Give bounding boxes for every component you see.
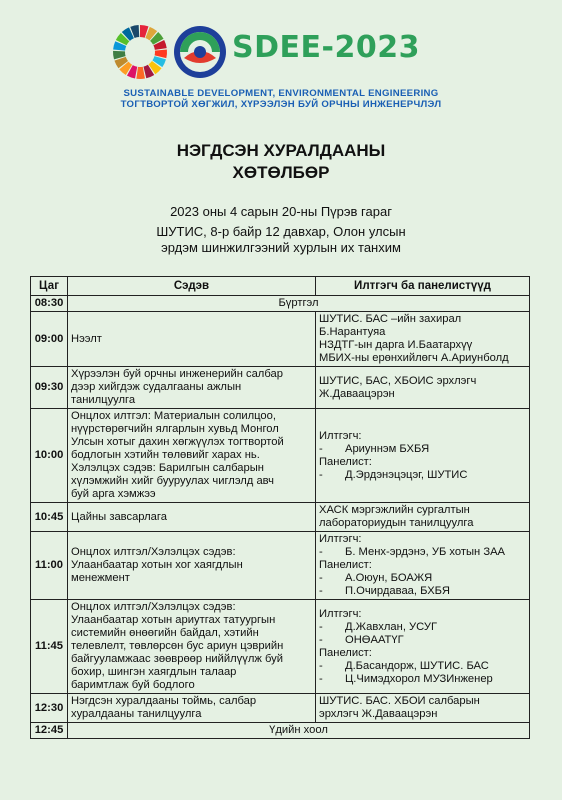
speaker-line: НЗДТГ-ын дарга И.Баатархүү (319, 339, 473, 351)
table-row (31, 694, 530, 723)
logo-row (0, 22, 562, 80)
topic-line: буй арга хэмжээ (71, 488, 156, 500)
event-date: 2023 оны 4 сарын 20-ны Пүрэв гараг (170, 204, 392, 219)
row-full-span: Бүртгэл (68, 296, 530, 312)
speaker-role-heading: Илтгэгч: (319, 533, 362, 545)
speaker-name: А.Оюун, БОАЖЯ (345, 572, 433, 584)
topic-line: Улаанбаатар хотын хог хаягдлын (71, 559, 243, 571)
table-row (31, 409, 530, 503)
topic-line: бодлогын хэтийн төлөвийг харах нь. (71, 449, 260, 461)
speaker-role-heading: Панелист: (319, 646, 372, 659)
bullet-dash-icon: - (319, 442, 323, 455)
speaker-line: Ж.Даваацэрэн (319, 387, 395, 400)
sdee-swirl-logo (172, 24, 228, 80)
topic-line: хүлэмжийн хийг бууруулах чиглэлд авч (71, 475, 274, 487)
title-line-2: ХӨТӨЛБӨР (232, 163, 330, 182)
speaker-line: Б.Нарантуяа (319, 326, 386, 338)
speaker-name: Ц.Чимэдхорол МУЗИнженер (345, 672, 493, 685)
speaker-line: ШУТИС, БАС, ХБОИС эрхлэгч (319, 374, 477, 387)
speaker-role-heading: Илтгэгч: (319, 607, 362, 620)
topic-line: менежмент (71, 572, 130, 584)
topic-line: Цайны завсарлага (71, 510, 167, 523)
row-time: 12:30 (31, 694, 68, 723)
table-header-row (31, 277, 530, 296)
bullet-dash-icon: - (319, 659, 323, 672)
speaker-bullet (319, 443, 526, 456)
page-title (0, 140, 562, 184)
row-time: 11:45 (31, 600, 68, 694)
topic-line: бохир, шингэн хаягдлын талаар (71, 666, 237, 678)
row-full-span: Үдийн хоол (68, 723, 530, 739)
venue-line-1: ШУТИС, 8-р байр 12 давхар, Олон улсын (156, 224, 406, 239)
row-topic (68, 367, 316, 409)
speaker-bullet (319, 546, 526, 559)
row-speakers (316, 532, 530, 600)
header-speakers: Илтгэгч ба панелистүүд (316, 277, 530, 296)
speaker-line: ХАСК мэргэжлийн сургалтын (319, 504, 470, 516)
table-row (31, 296, 530, 312)
topic-line: хуралдааны танилцуулга (71, 708, 202, 720)
row-speakers (316, 409, 530, 503)
bullet-dash-icon: - (319, 572, 323, 584)
sdg-wheel-logo (112, 24, 168, 80)
topic-line: танилцуулга (71, 394, 136, 406)
venue-line-2: эрдэм шинжилгээний хурлын их танхим (161, 240, 401, 255)
bullet-dash-icon: - (319, 585, 323, 597)
subtitle-mongolian: ТОГТВОРТОЙ ХӨГЖИЛ, ХҮРЭЭЛЭН БУЙ ОРЧНЫ ИНЖЕНЕРЧЛЭЛ (120, 99, 442, 110)
speaker-role-heading: Илтгэгч: (319, 429, 362, 442)
topic-line: Улаанбаатар хотын ариутгах татуургын (71, 614, 276, 626)
topic-line: Улсын хотыг дахин хөгжүүлэх тогтвортой (71, 436, 284, 448)
speaker-name: ОНӨААТҮГ (345, 633, 404, 646)
header-topic: Сэдэв (68, 277, 316, 296)
table-row (31, 367, 530, 409)
topic-line: Хэлэлцэх сэдэв: Барилгын салбарын (71, 462, 264, 474)
speaker-bullet (319, 660, 526, 673)
topic-line: Онцлох илтгэл/Хэлэлцэх сэдэв: (71, 601, 236, 613)
speaker-line: ШУТИС. БАС. ХБОИ салбарын (319, 695, 480, 707)
row-time: 10:00 (31, 409, 68, 503)
speaker-bullet (319, 634, 526, 647)
speaker-line: МБИХ-ны ерөнхийлөгч А.Ариунболд (319, 352, 509, 364)
row-speakers (316, 694, 530, 723)
title-line-1: НЭГДСЭН ХУРАЛДААНЫ (176, 141, 386, 160)
speaker-role-heading: Панелист: (319, 559, 372, 571)
bullet-dash-icon: - (319, 633, 323, 646)
table-row (31, 600, 530, 694)
table-row (31, 723, 530, 739)
schedule-table (30, 276, 530, 739)
topic-line: Онцлох илтгэл/Хэлэлцэх сэдэв: (71, 546, 236, 558)
topic-line: Хүрээлэн буй орчны инженерийн салбар (71, 368, 283, 380)
speaker-bullet (319, 621, 526, 634)
bullet-dash-icon: - (319, 546, 323, 558)
bullet-dash-icon: - (319, 468, 323, 481)
table-row (31, 503, 530, 532)
speaker-name: Д.Басандорж, ШУТИС. БАС (345, 659, 489, 672)
row-speakers (316, 312, 530, 367)
speaker-bullet (319, 585, 526, 598)
row-topic (68, 532, 316, 600)
event-venue (0, 224, 562, 256)
speaker-name: Ариуннэм БХБЯ (345, 442, 430, 455)
topic-line: Нээлт (71, 332, 102, 345)
header-time: Цаг (31, 277, 68, 296)
topic-line: байгууламжаас зөөврөөр ниййлүүлж буй (71, 653, 283, 665)
row-topic (68, 694, 316, 723)
row-time: 12:45 (31, 723, 68, 739)
sdg-segment (136, 67, 145, 79)
speaker-line: лабораториудын танилцуулга (319, 517, 474, 529)
speaker-name: П.Очирдаваа, БХБЯ (345, 585, 450, 597)
speaker-bullet (319, 673, 526, 686)
row-topic (68, 600, 316, 694)
row-speakers (316, 600, 530, 694)
schedule-body (31, 296, 530, 739)
topic-line: Нэгдсэн хуралдааны тоймь, салбар (71, 695, 257, 707)
speaker-name: Д.Жавхлан, УСУГ (345, 620, 438, 633)
bullet-dash-icon: - (319, 620, 323, 633)
topic-line: нүүрстөрөгчийн ялгарлын хувьд Монгол (71, 423, 279, 435)
row-topic (68, 312, 316, 367)
table-row (31, 532, 530, 600)
row-time: 11:00 (31, 532, 68, 600)
topic-line: баримтлаж буй бодлого (71, 679, 195, 691)
speaker-name: Д.Эрдэнэцэцэг, ШУТИС (345, 468, 468, 481)
topic-line: Онцлох илтгэл: Материалын солилцоо, (71, 410, 276, 422)
topic-line: телевлелт, төвлөрсөн бус ариун цэврийн (71, 640, 284, 652)
speaker-role-heading: Панелист: (319, 455, 372, 468)
speaker-bullet (319, 469, 526, 482)
speaker-bullet (319, 572, 526, 585)
subtitle-english: SUSTAINABLE DEVELOPMENT, ENVIRONMENTAL ENGINEERING (123, 88, 439, 99)
table-row (31, 312, 530, 367)
row-time: 10:45 (31, 503, 68, 532)
row-time: 08:30 (31, 296, 68, 312)
row-time: 09:30 (31, 367, 68, 409)
speaker-name: Б. Менх-эрдэнэ, УБ хотын ЗАА (345, 546, 505, 558)
row-time: 09:00 (31, 312, 68, 367)
row-topic (68, 409, 316, 503)
topic-line: системийн өнөөгийн байдал, хэтийн (71, 627, 259, 639)
row-speakers (316, 503, 530, 532)
speaker-line: ШУТИС. БАС –ийн захирал (319, 313, 462, 325)
bullet-dash-icon: - (319, 672, 323, 685)
topic-line: дээр хийгдэж судалгааны ажлын (71, 381, 242, 393)
speaker-line: эрхлэгч Ж.Даваацэрэн (319, 708, 438, 720)
brand-title: SDEE-2023 (232, 30, 420, 65)
row-topic (68, 503, 316, 532)
row-speakers (316, 367, 530, 409)
